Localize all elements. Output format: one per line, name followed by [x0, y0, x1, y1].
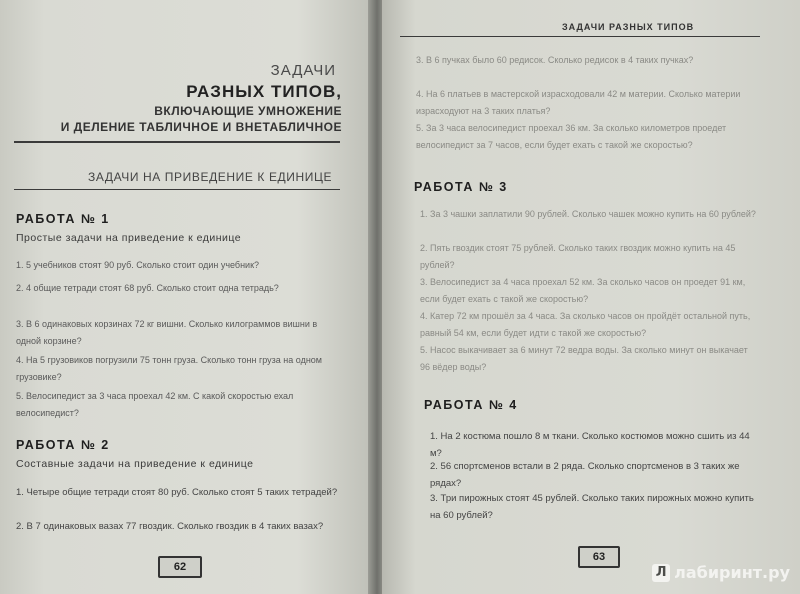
page-number-right: 63	[578, 546, 620, 568]
work2-subtitle: Составные задачи на приведение к единице	[16, 458, 254, 470]
work2-title: РАБОТА № 2	[16, 438, 110, 452]
work1-task: 5. Велосипедист за 3 часа проехал 42 км. С какой скоростью ехал велосипедист?	[16, 391, 294, 418]
chapter-title-line2: РАЗНЫХ ТИПОВ,	[186, 82, 342, 101]
section-rule	[14, 189, 340, 190]
chapter-title-line1: ЗАДАЧИ	[270, 62, 336, 79]
work1-task: 2. 4 общие тетради стоят 68 руб. Сколько стоит одна тетрадь?	[16, 283, 279, 293]
top-task: 4. На 6 платьев в мастерской израсходовали 42 м материи. Сколько материи израсходуют на 3 таких платья?	[416, 89, 741, 116]
top-task: 3. В 6 пучках было 60 редисок. Сколько редисок в 4 таких пучках?	[416, 55, 694, 65]
work4-title: РАБОТА № 4	[424, 398, 518, 412]
running-head-rule	[400, 36, 760, 37]
page-number-left: 62	[158, 556, 202, 578]
work1-task: 3. В 6 одинаковых корзинах 72 кг вишни. Сколько килограммов вишни в одной корзине?	[16, 319, 318, 346]
labirint-logo-icon: Л	[652, 564, 670, 582]
left-page	[0, 0, 372, 594]
work4-task: 2. 56 спортсменов встали в 2 ряда. Сколько спортсменов в 3 таких же рядах?	[430, 461, 740, 489]
work1-title: РАБОТА № 1	[16, 212, 110, 226]
work3-task: 3. Велосипедист за 4 часа проехал 52 км. За сколько часов он проедет 91 км, если будет ехать с такой же скоростью?	[420, 277, 746, 304]
work2-task: 1. Четыре общие тетради стоят 80 руб. Сколько стоят 5 таких тетрадей?	[16, 487, 338, 498]
work3-task: 1. За 3 чашки заплатили 90 рублей. Сколько чашек можно купить на 60 рублей?	[420, 209, 756, 219]
chapter-rule	[14, 141, 340, 143]
watermark-text: лабиринт.ру	[674, 563, 790, 582]
work1-subtitle: Простые задачи на приведение к единице	[16, 232, 242, 244]
work3-task: 4. Катер 72 км прошёл за 4 часа. За сколько часов он пройдёт остальной путь, равный 54 км, если будет идти с такой же скоростью?	[420, 311, 751, 338]
running-head: ЗАДАЧИ РАЗНЫХ ТИПОВ	[562, 22, 695, 32]
work2-task: 2. В 7 одинаковых вазах 77 гвоздик. Сколько гвоздик в 4 таких вазах?	[16, 521, 324, 532]
top-task: 5. За 3 часа велосипедист проехал 36 км. За сколько километров проедет велосипедист за 7 часов, если будет ехать с такой же скоростью?	[416, 123, 727, 150]
work3-title: РАБОТА № 3	[414, 180, 508, 194]
work4-task: 1. На 2 костюма пошло 8 м ткани. Сколько костюмов можно сшить из 44 м?	[430, 431, 750, 459]
work4-task: 3. Три пирожных стоят 45 рублей. Сколько таких пирожных можно купить на 60 рублей?	[430, 493, 754, 521]
right-page	[382, 0, 800, 594]
work3-task: 5. Насос выкачивает за 6 минут 72 ведра воды. За сколько минут он выкачает 96 вёдер воды?	[420, 345, 748, 372]
chapter-title-line3: ВКЛЮЧАЮЩИЕ УМНОЖЕНИЕ	[154, 104, 342, 118]
site-watermark	[652, 563, 790, 582]
work1-task: 4. На 5 грузовиков погрузили 75 тонн груза. Сколько тонн груза на одном грузовике?	[16, 355, 322, 382]
section-heading: ЗАДАЧИ НА ПРИВЕДЕНИЕ К ЕДИНИЦЕ	[88, 170, 333, 184]
work3-task: 2. Пять гвоздик стоят 75 рублей. Сколько таких гвоздик можно купить на 45 рублей?	[420, 243, 736, 270]
work1-task: 1. 5 учебников стоят 90 руб. Сколько стоит один учебник?	[16, 260, 260, 270]
chapter-title-line4: И ДЕЛЕНИЕ ТАБЛИЧНОЕ И ВНЕТАБЛИЧНОЕ	[60, 120, 342, 134]
